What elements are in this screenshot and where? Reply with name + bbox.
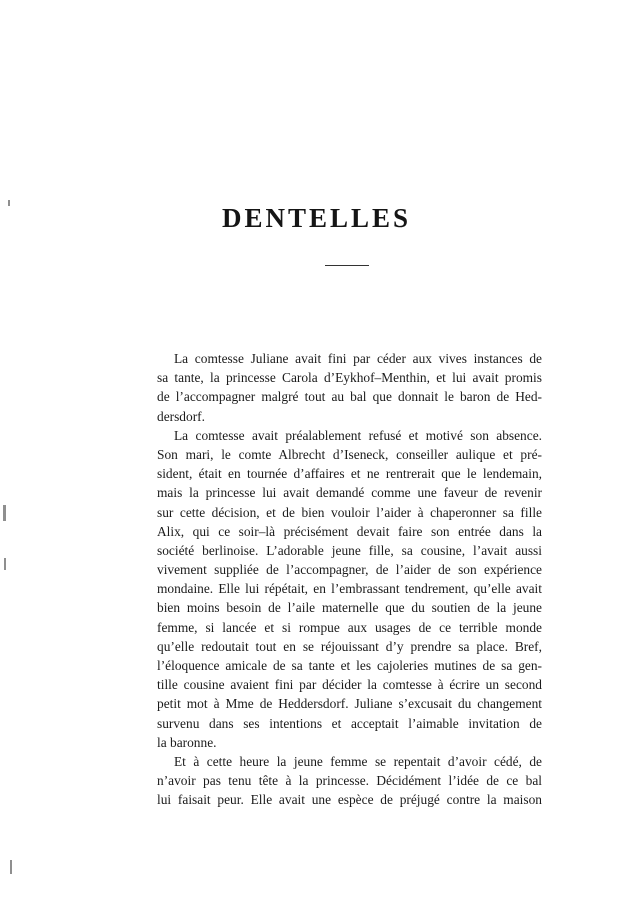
text-line: de l’accompagner malgré tout au bal que donnait le baron de Hed- — [157, 389, 542, 405]
text-line: sident, était en tournée d’affaires et ne rentrerait que le lendemain, — [157, 466, 542, 482]
text-line: Son mari, le comte Albrecht d’Iseneck, conseiller aulique et pré- — [157, 446, 542, 462]
scan-mark — [10, 860, 12, 874]
text-line: La comtesse avait préalablement refusé et motivé son absence. — [174, 427, 542, 443]
chapter-title: DENTELLES — [221, 203, 412, 233]
text-line: n’avoir pas tenu tête à la princesse. Décidément l’idée de ce bal — [157, 773, 542, 789]
text-line: Alix, qui ce soir–là précisément devait faire son entrée dans la — [157, 523, 542, 539]
scan-mark — [3, 505, 6, 521]
text-line: mais la princesse lui avait demandé comme une faveur de revenir — [157, 485, 542, 501]
title-divider — [325, 265, 369, 266]
text-line: lui faisait peur. Elle avait une espèce de préjugé contre la maison — [157, 792, 542, 808]
text-line: dersdorf. — [157, 408, 205, 424]
text-line: sur cette décision, et de bien vouloir l’aider à chaperonner sa fille — [157, 504, 542, 520]
text-line: petit mot à Mme de Heddersdorf. Juliane s’excusait du changement — [157, 696, 542, 712]
text-line: la baronne. — [157, 734, 217, 750]
text-line: qu’elle redoutait tout en se réjouissant d’y prendre sa place. Bref, — [157, 638, 542, 654]
text-line: Et à cette heure la jeune femme se repentait d’avoir cédé, de — [174, 753, 542, 769]
text-line: tille cousine avaient fini par décider la comtesse à écrire un second — [157, 677, 542, 693]
text-line: société berlinoise. L’adorable jeune fille, sa cousine, l’avait aussi — [157, 542, 542, 558]
text-line: l’éloquence amicale de sa tante et les cajoleries mutines de sa gen- — [157, 658, 542, 673]
text-line: bien moins besoin de l’aile maternelle que du soutien de la jeune — [157, 600, 542, 616]
text-line: vivement suppliée de l’accompagner, de l’aider de son expérience — [157, 562, 542, 578]
text-line: survenu dans ses intentions et acceptait l’aimable invitation de — [157, 715, 542, 731]
text-line: femme, si lancée et si rompue aux usages de ce terrible monde — [157, 619, 542, 635]
body-text — [157, 349, 542, 810]
text-line: La comtesse Juliane avait fini par céder aux vives instances de — [174, 351, 542, 366]
scan-mark — [4, 558, 6, 570]
text-line: sa tante, la princesse Carola d’Eykhof–Menthin, et lui avait promis — [157, 370, 542, 386]
text-line: mondaine. Elle lui répétait, en l’embrassant tendrement, qu’elle avait — [157, 581, 542, 597]
